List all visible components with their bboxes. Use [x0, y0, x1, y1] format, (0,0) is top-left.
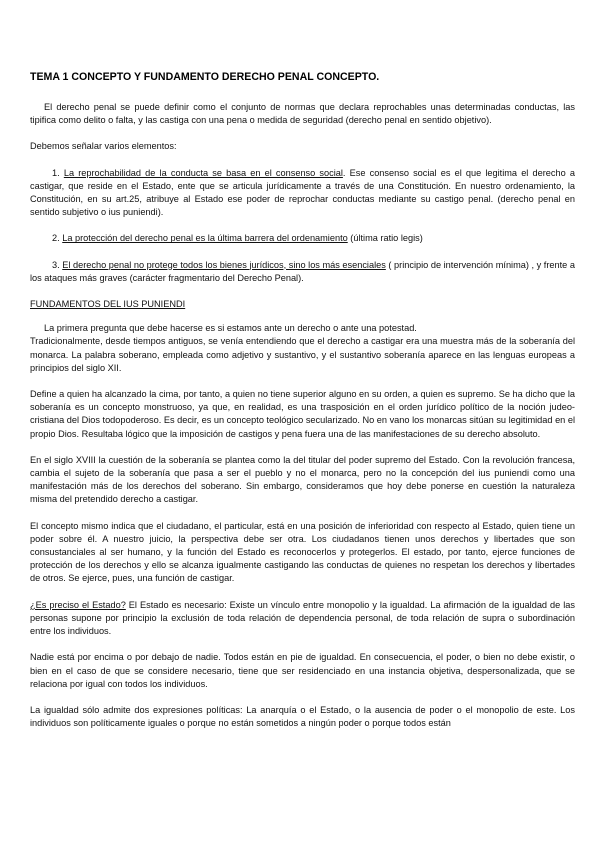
document-page: [30, 70, 575, 743]
paragraph-equality: Nadie está por encima o por debajo de nadie. Todos están en pie de igualdad. En consecuencia, el poder, o bien no debe existir, o bien en el caso de que se considere necesario, tiene que ser residenciado en una instancia objetiva, despersonalizada, que se relaciona por igual con todos los individuos.: [30, 652, 575, 689]
paragraph-elements-intro: Debemos señalar varios elementos:: [30, 141, 177, 152]
paragraph-eighteenth-century: En el siglo XVIII la cuestión de la soberanía se plantea como la del titular del poder supremo del Estado. Con la revolución francesa, cambia el sujeto de la soberanía que pasa a ser el pueblo y no el monarca, pero no la concepción del ius puniendi como una manifestación más de los derechos del soberano. Sin embargo, consideramos que hoy debe ponerse en cuestión la naturaleza misma del pretendido derecho a castigar.: [30, 454, 575, 505]
paragraph-first-question: La primera pregunta que debe hacerse es si estamos ante un derecho o ante una potestad.: [44, 323, 417, 334]
list-item-2: [30, 232, 575, 245]
state-question-text: El Estado es necesario: Existe un vínculo entre monopolio y la igualdad. La afirmación de la igualdad de las personas supone por principio la exclusión de toda relación de dependencia personal, de toda relación de supra o subordinación entre los individuos.: [30, 599, 575, 637]
section-heading: [30, 298, 575, 311]
state-question-heading: ¿Es preciso el Estado?: [30, 599, 126, 610]
list-item-1-number: 1.: [52, 167, 60, 178]
paragraph-political-expressions: La igualdad sólo admite dos expresiones políticas: La anarquía o el Estado, o la ausencia de poder o el monopolio de este. Los individuos son políticamente iguales o porque no están sometidos a ningún poder o porque todos están: [30, 704, 575, 729]
list-item-1: [30, 167, 575, 220]
list-item-1-text: . Ese consenso social es el que legitima el derecho a castigar, que reside en el Estado, ente que se articula jurídicamente a través de una Constitución. En nuestro ordenamiento, la Constitución, en su art.25, atribuye al Estado ese poder de reprochar conductas mediante su castigo penal. (derecho penal en sentido subjetivo o ius puniendi).: [30, 167, 575, 218]
paragraph-citizen-concept: El concepto mismo indica que el ciudadano, el particular, está en una posición de inferioridad con respecto al Estado, quien tiene un poder sobre él. A nuestro juicio, la perspectiva debe ser otra. Los ciudadanos tienen unos derechos y libertades que son consustanciales al ser humano, y la función del Estado es reconocerlos y protegerlos. El estado, por tanto, ejerce funciones de protección de los derechos y ello se alcanza igualmente castigando las conductas de quienes no respetan los derechos y libertades de otros. Se ejerce, pues, una función de castigar.: [30, 520, 575, 584]
paragraph-definition: El derecho penal se puede definir como el conjunto de normas que declara reprochables unas determinadas conductas, las tipifica como delito o falta, y las castiga con una pena o medida de seguridad (derecho penal en sentido objetivo).: [30, 102, 575, 126]
list-item-3: [30, 259, 575, 285]
list-item-1-heading: La reprochabilidad de la conducta se basa en el consenso social: [63, 167, 343, 178]
paragraph-sovereignty-definition: Define a quien ha alcanzado la cima, por tanto, a quien no tiene superior alguno en su orden, a quien es supremo. Se ha dicho que la soberanía es un concepto monstruoso, ya que, en realidad, es una trasposición en el orden jurídico político de la noción judeo-cristiana del Dios todopoderoso. Es decir, es un concepto teológico secularizado. No en vano los monarcas sitúan su legitimidad en el propio Dios. Resultaba lógico que la imposición de castigos y pena fuera una de las manifestaciones de su derecho absoluto.: [30, 389, 575, 439]
list-item-3-text: ( principio de intervención mínima) , y frente a los ataques más graves (carácter fragmentario del Derecho Penal).: [30, 259, 575, 283]
paragraph-ius-puniendi: [30, 322, 575, 375]
section-heading-text: FUNDAMENTOS DEL IUS PUNIENDI: [30, 299, 186, 310]
document-title: TEMA 1 CONCEPTO Y FUNDAMENTO DERECHO PENAL CONCEPTO.: [30, 71, 380, 83]
list-item-3-number: 3.: [52, 259, 60, 270]
list-item-2-number: 2.: [52, 233, 60, 244]
list-item-2-heading: La protección del derecho penal es la última barrera del ordenamiento: [62, 233, 348, 244]
paragraph-traditional: Tradicionalmente, desde tiempos antiguos, se venía entendiendo que el derecho a castigar era una muestra más de la soberanía del monarca. La palabra soberano, empleada como adjetivo y sustantivo, y el sustantivo soberanía aparece en las lenguas europeas a principios del siglo XII.: [30, 336, 575, 373]
paragraph-state-necessity: [30, 599, 575, 639]
list-item-2-text: (última ratio legis): [347, 233, 423, 244]
list-item-3-heading: El derecho penal no protege todos los bienes jurídicos, sino los más esenciales: [62, 259, 386, 270]
